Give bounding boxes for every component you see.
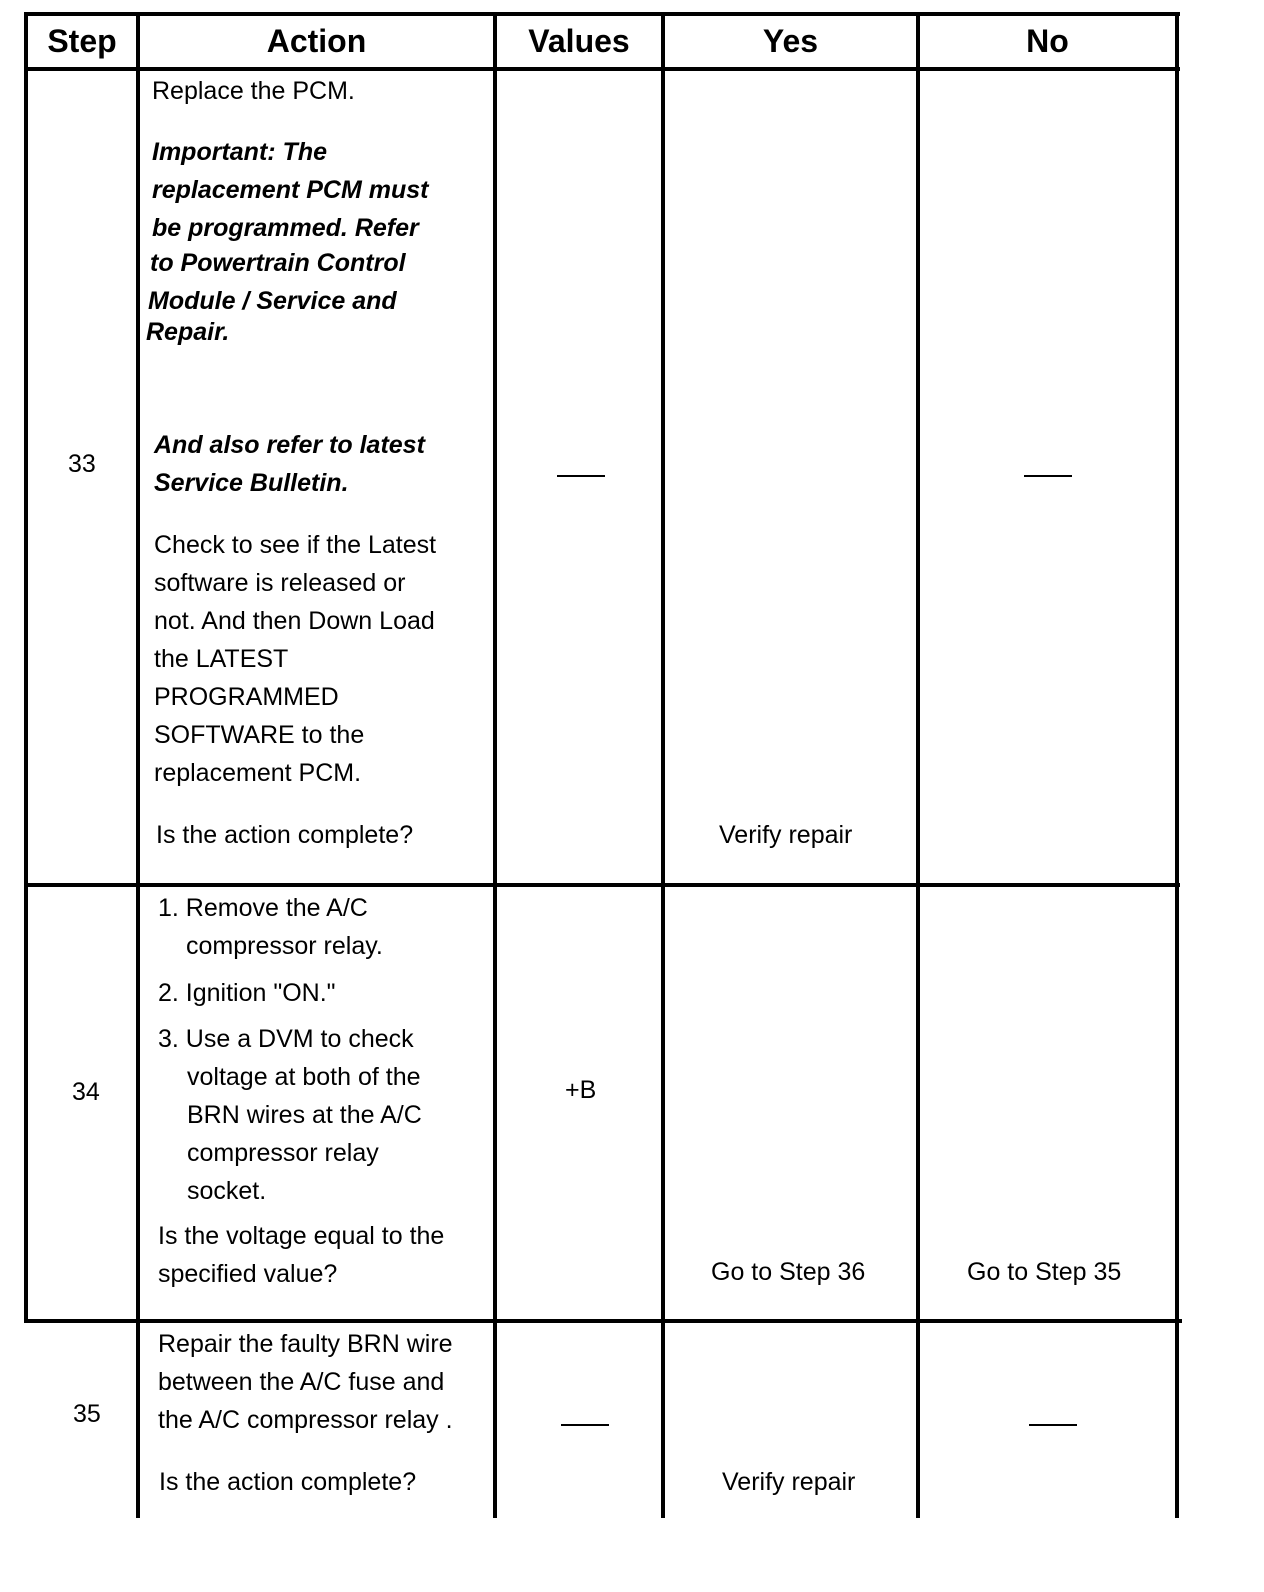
action-33-important-6: Repair.: [146, 318, 230, 346]
action-34-question-2: specified value?: [158, 1260, 338, 1288]
col-divider-yes-no: [916, 12, 920, 1518]
action-34-item3-line2: voltage at both of the: [187, 1063, 421, 1091]
action-34-item3-line3: BRN wires at the A/C: [187, 1101, 422, 1129]
action-33-important-2: replacement PCM must: [152, 176, 429, 204]
action-33-important-3: be programmed. Refer: [152, 214, 419, 242]
table-left-border: [24, 12, 28, 1320]
action-33-important-1: Important: The: [152, 138, 327, 166]
no-34: Go to Step 35: [967, 1258, 1122, 1286]
row-34-bottom-border: [24, 1319, 1182, 1323]
values-34: +B: [565, 1076, 597, 1104]
col-divider-action-values: [493, 12, 497, 1518]
action-35-line1: Repair the faulty BRN wire: [158, 1330, 453, 1358]
action-35-line2: between the A/C fuse and: [158, 1368, 445, 1396]
col-divider-values-yes: [661, 12, 665, 1518]
action-33-check-6: SOFTWARE to the: [154, 721, 365, 749]
action-33-check-1: Check to see if the Latest: [154, 531, 437, 559]
no-33-dash: [1024, 475, 1072, 477]
action-33-also-1: And also refer to latest: [154, 431, 425, 459]
step-number-34: 34: [72, 1078, 100, 1106]
action-33-line1: Replace the PCM.: [152, 77, 355, 105]
action-34-item1-line2: compressor relay.: [186, 932, 383, 960]
action-35-question: Is the action complete?: [159, 1468, 417, 1496]
header-yes: Yes: [762, 23, 819, 59]
action-34-item3-line1: 3. Use a DVM to check: [158, 1025, 414, 1053]
step-number-35: 35: [73, 1400, 101, 1428]
action-34-question-1: Is the voltage equal to the: [158, 1222, 445, 1250]
header-action: Action: [266, 23, 367, 59]
yes-35: Verify repair: [722, 1468, 856, 1496]
action-33-important-4: to Powertrain Control: [150, 249, 406, 277]
header-values: Values: [528, 23, 630, 59]
header-no: No: [1026, 23, 1069, 59]
values-35-dash: [561, 1424, 609, 1426]
yes-34: Go to Step 36: [711, 1258, 866, 1286]
col-divider-step-action: [136, 12, 140, 1518]
row-33-bottom-border: [24, 883, 1180, 887]
action-33-important-5: Module / Service and: [148, 287, 397, 315]
step-number-33: 33: [68, 450, 96, 478]
action-33-check-5: PROGRAMMED: [154, 683, 339, 711]
action-34-item3-line5: socket.: [187, 1177, 267, 1205]
header-step: Step: [47, 23, 117, 59]
values-33-dash: [557, 475, 605, 477]
no-35-dash: [1029, 1424, 1077, 1426]
action-33-check-7: replacement PCM.: [154, 759, 362, 787]
action-35-line3: the A/C compressor relay .: [158, 1406, 453, 1434]
table-right-border: [1175, 12, 1179, 1518]
action-34-item2: 2. Ignition "ON.": [158, 979, 336, 1007]
action-34-item1-line1: 1. Remove the A/C: [158, 894, 368, 922]
action-33-question: Is the action complete?: [156, 821, 414, 849]
action-33-check-3: not. And then Down Load: [154, 607, 435, 635]
action-33-check-4: the LATEST: [154, 645, 289, 673]
action-33-check-2: software is released or: [154, 569, 406, 597]
action-33-also-2: Service Bulletin.: [154, 469, 349, 497]
yes-33: Verify repair: [719, 821, 853, 849]
action-34-item3-line4: compressor relay: [187, 1139, 379, 1167]
